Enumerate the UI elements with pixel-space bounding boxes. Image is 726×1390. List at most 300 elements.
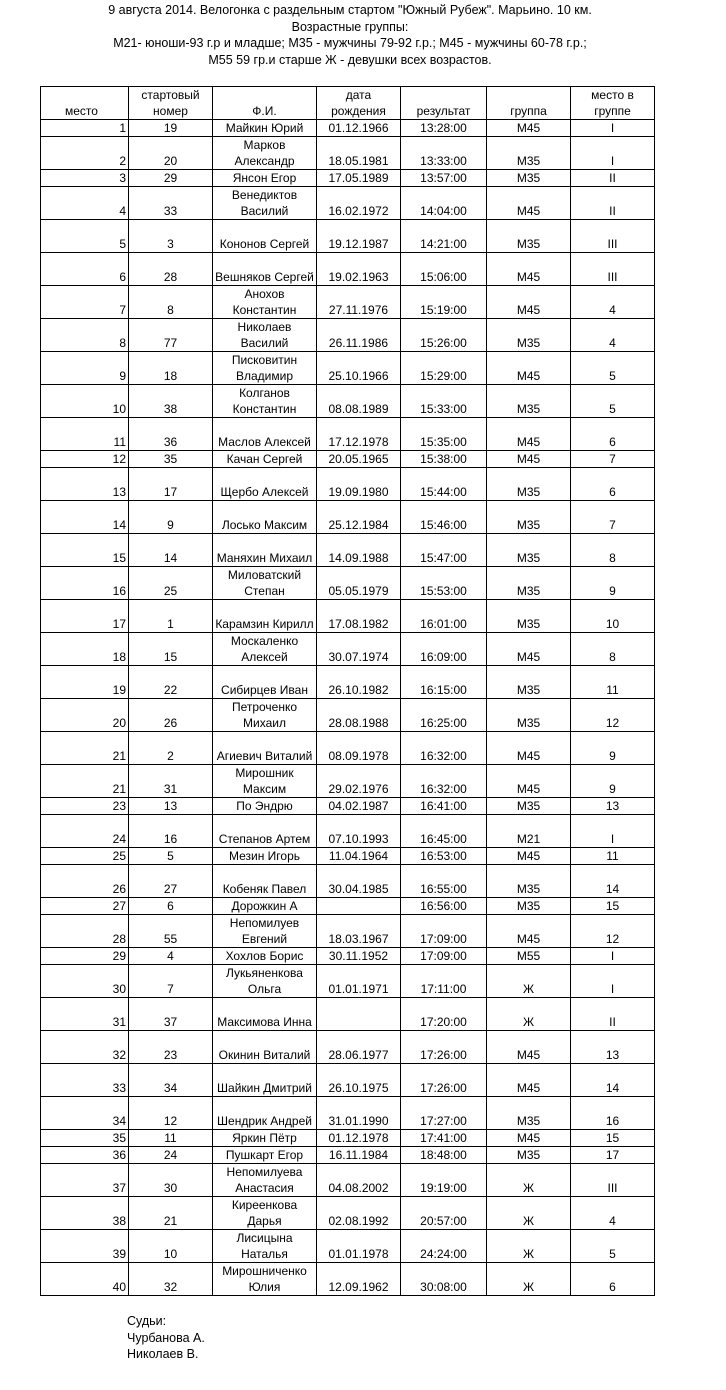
cell-group-place: 7	[571, 501, 655, 534]
cell-dob: 28.06.1977	[317, 1031, 401, 1064]
cell-result: 13:28:00	[401, 120, 487, 137]
cell-place: 21	[41, 732, 129, 765]
cell-group: М45	[487, 187, 571, 220]
cell-group-place: 11	[571, 666, 655, 699]
table-row	[41, 1263, 655, 1296]
cell-bib: 7	[129, 965, 213, 998]
cell-name: Мирошниченко Юлия	[213, 1263, 317, 1296]
cell-result: 30:08:00	[401, 1263, 487, 1296]
cell-place: 32	[41, 1031, 129, 1064]
cell-dob: 20.05.1965	[317, 451, 401, 468]
cell-result: 16:32:00	[401, 732, 487, 765]
cell-group-place: 16	[571, 1097, 655, 1130]
cell-bib: 31	[129, 765, 213, 798]
cell-group: М45	[487, 848, 571, 865]
cell-bib: 35	[129, 451, 213, 468]
cell-bib: 77	[129, 319, 213, 352]
cell-group: М45	[487, 253, 571, 286]
cell-group: М35	[487, 1097, 571, 1130]
cell-result: 20:57:00	[401, 1197, 487, 1230]
cell-result: 16:45:00	[401, 815, 487, 848]
cell-name: Сибирцев Иван	[213, 666, 317, 699]
cell-group-place: 4	[571, 286, 655, 319]
cell-dob: 01.12.1966	[317, 120, 401, 137]
cell-group-place: 13	[571, 1031, 655, 1064]
cell-result: 13:33:00	[401, 137, 487, 170]
cell-name: Вешняков Сергей	[213, 253, 317, 286]
cell-place: 27	[41, 898, 129, 915]
column-header-result: результат	[401, 87, 487, 120]
cell-bib: 16	[129, 815, 213, 848]
cell-group-place: 7	[571, 451, 655, 468]
table-row	[41, 732, 655, 765]
cell-dob: 16.02.1972	[317, 187, 401, 220]
cell-group-place: 4	[571, 1197, 655, 1230]
cell-group-place: 6	[571, 418, 655, 451]
cell-place: 29	[41, 948, 129, 965]
table-row	[41, 666, 655, 699]
cell-result: 16:15:00	[401, 666, 487, 699]
cell-name: Марков Александр	[213, 137, 317, 170]
table-row	[41, 451, 655, 468]
cell-dob: 01.12.1978	[317, 1130, 401, 1147]
cell-name: Лосько Максим	[213, 501, 317, 534]
cell-group-place: 9	[571, 732, 655, 765]
cell-name: Маняхин Михаил	[213, 534, 317, 567]
table-row	[41, 915, 655, 948]
cell-group-place: I	[571, 120, 655, 137]
cell-name: Писковитин Владимир	[213, 352, 317, 385]
cell-result: 15:46:00	[401, 501, 487, 534]
cell-bib: 15	[129, 633, 213, 666]
cell-name: Лисицына Наталья	[213, 1230, 317, 1263]
table-row	[41, 815, 655, 848]
cell-bib: 25	[129, 567, 213, 600]
cell-name: Петроченко Михаил	[213, 699, 317, 732]
cell-bib: 27	[129, 865, 213, 898]
cell-name: Окинин Виталий	[213, 1031, 317, 1064]
cell-result: 17:09:00	[401, 948, 487, 965]
cell-result: 15:38:00	[401, 451, 487, 468]
cell-group-place: II	[571, 170, 655, 187]
table-row	[41, 220, 655, 253]
cell-dob: 26.11.1986	[317, 319, 401, 352]
cell-group: М35	[487, 798, 571, 815]
cell-bib: 6	[129, 898, 213, 915]
cell-place: 17	[41, 600, 129, 633]
column-header-group-place: место в группе	[571, 87, 655, 120]
cell-place: 4	[41, 187, 129, 220]
cell-group: М45	[487, 915, 571, 948]
table-row	[41, 948, 655, 965]
cell-group-place: I	[571, 815, 655, 848]
table-row	[41, 798, 655, 815]
cell-group-place: 14	[571, 865, 655, 898]
cell-bib: 4	[129, 948, 213, 965]
cell-group-place: I	[571, 948, 655, 965]
cell-result: 15:53:00	[401, 567, 487, 600]
cell-bib: 2	[129, 732, 213, 765]
cell-place: 11	[41, 418, 129, 451]
cell-dob: 07.10.1993	[317, 815, 401, 848]
column-header-dob: дата рождения	[317, 87, 401, 120]
cell-group-place: II	[571, 187, 655, 220]
table-row	[41, 1164, 655, 1197]
age-groups-label: Возрастные группы:	[291, 19, 409, 34]
cell-result: 17:41:00	[401, 1130, 487, 1147]
judge-name: Чурбанова А.	[127, 1330, 205, 1345]
table-row	[41, 170, 655, 187]
cell-place: 39	[41, 1230, 129, 1263]
cell-name: Непомилуев Евгений	[213, 915, 317, 948]
table-row	[41, 534, 655, 567]
judge-name: Николаев В.	[127, 1347, 199, 1361]
cell-name: Агиевич Виталий	[213, 732, 317, 765]
cell-dob: 08.09.1978	[317, 732, 401, 765]
cell-place: 34	[41, 1097, 129, 1130]
cell-group: М35	[487, 385, 571, 418]
cell-bib: 23	[129, 1031, 213, 1064]
table-row	[41, 1130, 655, 1147]
cell-place: 40	[41, 1263, 129, 1296]
cell-bib: 5	[129, 848, 213, 865]
cell-result: 17:26:00	[401, 1031, 487, 1064]
cell-group-place: I	[571, 965, 655, 998]
cell-group-place: 4	[571, 319, 655, 352]
cell-place: 37	[41, 1164, 129, 1197]
cell-result: 13:57:00	[401, 170, 487, 187]
cell-group: М35	[487, 137, 571, 170]
cell-result: 16:32:00	[401, 765, 487, 798]
table-row	[41, 319, 655, 352]
cell-dob	[317, 898, 401, 915]
table-row	[41, 352, 655, 385]
cell-place: 33	[41, 1064, 129, 1097]
cell-result: 15:44:00	[401, 468, 487, 501]
cell-dob: 25.12.1984	[317, 501, 401, 534]
cell-group: М35	[487, 220, 571, 253]
cell-name: Колганов Константин	[213, 385, 317, 418]
cell-group: М55	[487, 948, 571, 965]
table-row	[41, 1031, 655, 1064]
cell-result: 15:29:00	[401, 352, 487, 385]
cell-result: 24:24:00	[401, 1230, 487, 1263]
cell-result: 16:09:00	[401, 633, 487, 666]
cell-dob: 01.01.1971	[317, 965, 401, 998]
cell-name: Лукьяненкова Ольга	[213, 965, 317, 998]
cell-result: 19:19:00	[401, 1164, 487, 1197]
cell-dob: 17.05.1989	[317, 170, 401, 187]
cell-dob: 30.11.1952	[317, 948, 401, 965]
cell-group: М35	[487, 567, 571, 600]
cell-place: 36	[41, 1147, 129, 1164]
cell-group: М35	[487, 1147, 571, 1164]
cell-dob: 04.08.2002	[317, 1164, 401, 1197]
cell-bib: 26	[129, 699, 213, 732]
cell-result: 15:35:00	[401, 418, 487, 451]
cell-place: 6	[41, 253, 129, 286]
cell-group-place: 6	[571, 1263, 655, 1296]
table-row	[41, 1097, 655, 1130]
cell-result: 17:27:00	[401, 1097, 487, 1130]
table-row	[41, 865, 655, 898]
cell-dob: 30.07.1974	[317, 633, 401, 666]
cell-group: М35	[487, 600, 571, 633]
table-row	[41, 1230, 655, 1263]
column-header-bib: стартовый номер	[129, 87, 213, 120]
cell-group-place: 8	[571, 534, 655, 567]
cell-result: 17:11:00	[401, 965, 487, 998]
cell-result: 16:53:00	[401, 848, 487, 865]
cell-bib: 28	[129, 253, 213, 286]
cell-group: М35	[487, 468, 571, 501]
table-row	[41, 699, 655, 732]
cell-dob: 16.11.1984	[317, 1147, 401, 1164]
age-groups-line-2: М55 59 гр.и старше Ж - девушки всех возрастов.	[208, 52, 492, 67]
cell-result: 16:01:00	[401, 600, 487, 633]
cell-group: М45	[487, 352, 571, 385]
table-row	[41, 137, 655, 170]
cell-place: 15	[41, 534, 129, 567]
cell-dob: 14.09.1988	[317, 534, 401, 567]
column-header-place: место	[41, 87, 129, 120]
cell-dob: 04.02.1987	[317, 798, 401, 815]
cell-dob: 01.01.1978	[317, 1230, 401, 1263]
cell-name: Мезин Игорь	[213, 848, 317, 865]
cell-place: 1	[41, 120, 129, 137]
cell-bib: 55	[129, 915, 213, 948]
table-row	[41, 998, 655, 1031]
cell-group-place: 5	[571, 385, 655, 418]
cell-bib: 38	[129, 385, 213, 418]
cell-result: 15:06:00	[401, 253, 487, 286]
cell-bib: 18	[129, 352, 213, 385]
cell-bib: 29	[129, 170, 213, 187]
cell-name: Майкин Юрий	[213, 120, 317, 137]
table-row	[41, 1147, 655, 1164]
table-row	[41, 286, 655, 319]
cell-dob: 31.01.1990	[317, 1097, 401, 1130]
cell-group-place: 9	[571, 765, 655, 798]
cell-result: 16:25:00	[401, 699, 487, 732]
cell-name: Мирошник Максим	[213, 765, 317, 798]
cell-group: М35	[487, 501, 571, 534]
table-row	[41, 253, 655, 286]
table-row	[41, 898, 655, 915]
table-row	[41, 120, 655, 137]
cell-group: М35	[487, 699, 571, 732]
cell-bib: 30	[129, 1164, 213, 1197]
cell-dob: 28.08.1988	[317, 699, 401, 732]
table-row	[41, 848, 655, 865]
table-row	[41, 600, 655, 633]
cell-dob: 08.08.1989	[317, 385, 401, 418]
table-row	[41, 567, 655, 600]
cell-name: Максимова Инна	[213, 998, 317, 1031]
cell-name: Маслов Алексей	[213, 418, 317, 451]
cell-place: 8	[41, 319, 129, 352]
cell-result: 15:26:00	[401, 319, 487, 352]
cell-group: Ж	[487, 965, 571, 998]
cell-name: Николаев Василий	[213, 319, 317, 352]
cell-group-place: 12	[571, 699, 655, 732]
cell-name: Кононов Сергей	[213, 220, 317, 253]
cell-group-place: 13	[571, 798, 655, 815]
cell-group: М35	[487, 170, 571, 187]
cell-group: М35	[487, 898, 571, 915]
table-row	[41, 1064, 655, 1097]
cell-place: 25	[41, 848, 129, 865]
cell-group-place: II	[571, 998, 655, 1031]
cell-place: 16	[41, 567, 129, 600]
cell-group: М35	[487, 865, 571, 898]
cell-bib: 3	[129, 220, 213, 253]
cell-name: Пушкарт Егор	[213, 1147, 317, 1164]
cell-dob	[317, 998, 401, 1031]
cell-group-place: 12	[571, 915, 655, 948]
cell-dob: 19.09.1980	[317, 468, 401, 501]
cell-bib: 22	[129, 666, 213, 699]
cell-result: 15:19:00	[401, 286, 487, 319]
cell-group-place: 10	[571, 600, 655, 633]
cell-dob: 02.08.1992	[317, 1197, 401, 1230]
cell-result: 16:41:00	[401, 798, 487, 815]
cell-name: Москаленко Алексей	[213, 633, 317, 666]
cell-result: 16:56:00	[401, 898, 487, 915]
cell-group: М45	[487, 732, 571, 765]
cell-bib: 24	[129, 1147, 213, 1164]
cell-name: Карамзин Кирилл	[213, 600, 317, 633]
cell-result: 17:26:00	[401, 1064, 487, 1097]
cell-place: 31	[41, 998, 129, 1031]
cell-result: 17:09:00	[401, 915, 487, 948]
cell-group: М45	[487, 1064, 571, 1097]
cell-place: 7	[41, 286, 129, 319]
cell-name: Янсон Егор	[213, 170, 317, 187]
column-header-group: группа	[487, 87, 571, 120]
cell-place: 3	[41, 170, 129, 187]
cell-result: 16:55:00	[401, 865, 487, 898]
cell-name: Непомилуева Анастасия	[213, 1164, 317, 1197]
cell-dob: 17.12.1978	[317, 418, 401, 451]
cell-group-place: 5	[571, 1230, 655, 1263]
cell-bib: 1	[129, 600, 213, 633]
cell-name: Яркин Пётр	[213, 1130, 317, 1147]
cell-result: 14:04:00	[401, 187, 487, 220]
table-row	[41, 1197, 655, 1230]
cell-name: Венедиктов Василий	[213, 187, 317, 220]
cell-bib: 17	[129, 468, 213, 501]
cell-group: Ж	[487, 1230, 571, 1263]
document-header	[0, 2, 700, 68]
cell-group-place: 15	[571, 898, 655, 915]
cell-name: Хохлов Борис	[213, 948, 317, 965]
cell-dob: 26.10.1975	[317, 1064, 401, 1097]
cell-dob: 11.04.1964	[317, 848, 401, 865]
cell-group-place: 9	[571, 567, 655, 600]
cell-place: 9	[41, 352, 129, 385]
cell-name: Киреенкова Дарья	[213, 1197, 317, 1230]
cell-place: 21	[41, 765, 129, 798]
cell-place: 10	[41, 385, 129, 418]
results-body	[41, 120, 655, 1296]
cell-dob: 25.10.1966	[317, 352, 401, 385]
cell-place: 30	[41, 965, 129, 998]
cell-name: Анохов Константин	[213, 286, 317, 319]
cell-group: Ж	[487, 998, 571, 1031]
cell-group: М45	[487, 765, 571, 798]
cell-result: 14:21:00	[401, 220, 487, 253]
cell-group-place: III	[571, 220, 655, 253]
cell-bib: 12	[129, 1097, 213, 1130]
table-row	[41, 633, 655, 666]
cell-group: М45	[487, 1130, 571, 1147]
judges-title: Судьи:	[127, 1314, 167, 1328]
cell-name: Качан Сергей	[213, 451, 317, 468]
cell-group: Ж	[487, 1164, 571, 1197]
cell-name: Шендрик Андрей	[213, 1097, 317, 1130]
cell-bib: 34	[129, 1064, 213, 1097]
cell-place: 20	[41, 699, 129, 732]
cell-bib: 8	[129, 286, 213, 319]
cell-bib: 33	[129, 187, 213, 220]
cell-place: 2	[41, 137, 129, 170]
cell-bib: 37	[129, 998, 213, 1031]
cell-result: 15:47:00	[401, 534, 487, 567]
cell-bib: 20	[129, 137, 213, 170]
cell-group-place: 5	[571, 352, 655, 385]
cell-bib: 19	[129, 120, 213, 137]
cell-result: 18:48:00	[401, 1147, 487, 1164]
cell-dob: 05.05.1979	[317, 567, 401, 600]
cell-group-place: 6	[571, 468, 655, 501]
cell-place: 12	[41, 451, 129, 468]
cell-place: 35	[41, 1130, 129, 1147]
cell-name: По Эндрю	[213, 798, 317, 815]
cell-group: Ж	[487, 1197, 571, 1230]
cell-name: Дорожкин А	[213, 898, 317, 915]
cell-group-place: III	[571, 253, 655, 286]
cell-bib: 10	[129, 1230, 213, 1263]
cell-dob: 19.02.1963	[317, 253, 401, 286]
cell-group: М21	[487, 815, 571, 848]
cell-bib: 36	[129, 418, 213, 451]
cell-group: М45	[487, 1031, 571, 1064]
column-header-name: Ф.И.	[213, 87, 317, 120]
cell-name: Щербо Алексей	[213, 468, 317, 501]
cell-name: Шайкин Дмитрий	[213, 1064, 317, 1097]
cell-dob: 18.03.1967	[317, 915, 401, 948]
cell-group-place: 8	[571, 633, 655, 666]
cell-bib: 11	[129, 1130, 213, 1147]
cell-bib: 9	[129, 501, 213, 534]
table-row	[41, 187, 655, 220]
cell-dob: 19.12.1987	[317, 220, 401, 253]
cell-place: 26	[41, 865, 129, 898]
age-groups-line-1: М21- юноши-93 г.р и младше; М35 - мужчины 79-92 г.р.; М45 - мужчины 60-78 г.р.;	[113, 36, 587, 50]
cell-group-place: 15	[571, 1130, 655, 1147]
cell-name: Кобеняк Павел	[213, 865, 317, 898]
cell-place: 28	[41, 915, 129, 948]
cell-dob: 12.09.1962	[317, 1263, 401, 1296]
cell-group: М45	[487, 120, 571, 137]
cell-dob: 27.11.1976	[317, 286, 401, 319]
cell-bib: 13	[129, 798, 213, 815]
cell-dob: 17.08.1982	[317, 600, 401, 633]
cell-group: М45	[487, 451, 571, 468]
cell-group-place: III	[571, 1164, 655, 1197]
cell-place: 23	[41, 798, 129, 815]
